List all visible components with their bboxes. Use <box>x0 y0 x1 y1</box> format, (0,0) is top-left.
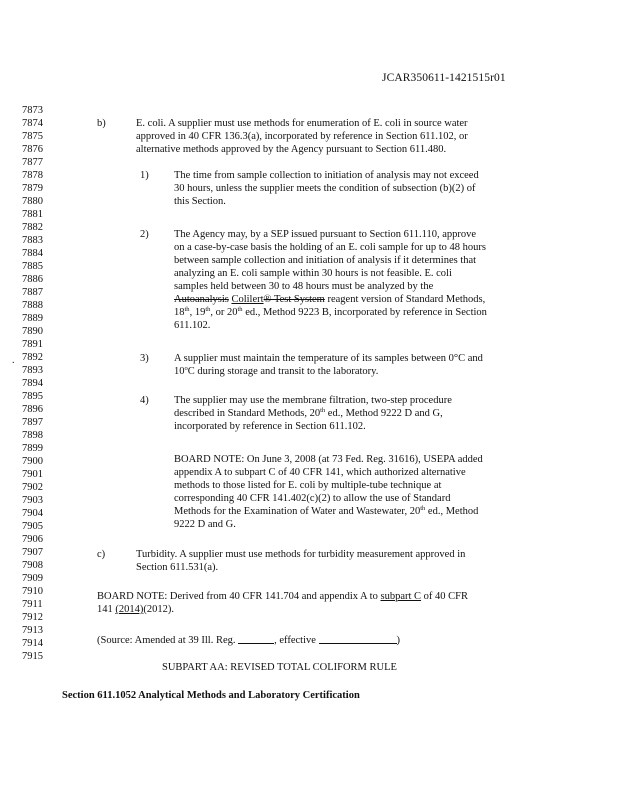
line-number: 7888 <box>22 300 43 311</box>
item-label-2: 2) <box>140 229 149 240</box>
board-note-line: BOARD NOTE: Derived from 40 CFR 141.704 and appendix A to subpart C of 40 CFR <box>97 591 468 602</box>
text-line: The Agency may, by a SEP issued pursuant to Section 611.110, approve <box>174 229 477 240</box>
text-line: described in Standard Methods, 20th ed., Method 9222 D and G, <box>174 407 443 419</box>
line-number: 7893 <box>22 365 43 376</box>
line-number: 7909 <box>22 573 43 584</box>
margin-mark: . <box>12 355 15 366</box>
board-note-line: 141 (2014)(2012). <box>97 604 174 615</box>
line-number: 7915 <box>22 651 43 662</box>
line-number: 7914 <box>22 638 43 649</box>
struck-text: Autoanalysis <box>174 294 229 305</box>
line-number: 7894 <box>22 378 43 389</box>
line-number: 7891 <box>22 339 43 350</box>
line-number: 7881 <box>22 209 43 220</box>
line-number: 7905 <box>22 521 43 532</box>
text-line: on a case-by-case basis the holding of an E. coli sample for up to 48 hours <box>174 242 487 253</box>
line-number: 7886 <box>22 274 43 285</box>
section-heading: Section 611.1052 Analytical Methods and Laboratory Certification <box>62 690 360 701</box>
line-number: 7877 <box>22 157 43 168</box>
line-number: 7895 <box>22 391 43 402</box>
text-line: E. coli. A supplier must use methods for enumeration of E. coli in source water <box>136 118 468 129</box>
board-note-line: 9222 D and G. <box>174 519 236 530</box>
blank-field <box>238 634 274 644</box>
board-note-line: methods to those listed for E. coli by multiple-tube technique at <box>174 480 442 491</box>
line-number: 7911 <box>22 599 43 610</box>
board-note-line: Methods for the Examination of Water and Wastewater, 20th ed., Method <box>174 505 479 517</box>
text-line: Turbidity. A supplier must use methods for turbidity measurement approved in <box>136 549 466 560</box>
line-number: 7899 <box>22 443 43 454</box>
text-line: Autoanalysis Colilert® Test System reagent version of Standard Methods, <box>174 294 486 305</box>
line-number: 7902 <box>22 482 43 493</box>
line-number: 7897 <box>22 417 43 428</box>
line-number: 7904 <box>22 508 43 519</box>
line-number: 7879 <box>22 183 43 194</box>
board-note-line: corresponding 40 CFR 141.402(c)(2) to allow the use of Standard <box>174 493 451 504</box>
text-line: between sample collection and initiation of analysis if it determines that <box>174 255 477 266</box>
item-label-4: 4) <box>140 395 149 406</box>
struck-text: ® Test System <box>263 294 325 305</box>
subsection-label-c: c) <box>97 549 106 560</box>
text-line: samples held between 30 to 48 hours must be analyzed by the <box>174 281 434 292</box>
document-id: JCAR350611-1421515r01 <box>382 72 506 84</box>
line-number: 7889 <box>22 313 43 324</box>
text-line: incorporated by reference in Section 611.102. <box>174 421 366 432</box>
text-line: 611.102. <box>174 320 211 331</box>
text-line: The supplier may use the membrane filtration, two-step procedure <box>174 395 452 406</box>
inserted-text: Colilert <box>231 294 264 305</box>
blank-field <box>319 634 397 644</box>
line-number: 7910 <box>22 586 43 597</box>
line-number: 7898 <box>22 430 43 441</box>
line-number: 7874 <box>22 118 43 129</box>
text-line: approved in 40 CFR 136.3(a), incorporated by reference in Section 611.102, or <box>136 131 468 142</box>
item-label-3: 3) <box>140 353 149 364</box>
source-note: (Source: Amended at 39 Ill. Reg. , effective ) <box>97 635 401 646</box>
board-note-line: BOARD NOTE: On June 3, 2008 (at 73 Fed. Reg. 31616), USEPA added <box>174 454 483 465</box>
line-number: 7876 <box>22 144 43 155</box>
subsection-label-b: b) <box>97 118 106 129</box>
line-number: 7878 <box>22 170 43 181</box>
line-number: 7908 <box>22 560 43 571</box>
line-number: 7896 <box>22 404 43 415</box>
line-number: 7901 <box>22 469 43 480</box>
text-line: The time from sample collection to initiation of analysis may not exceed <box>174 170 479 181</box>
line-number: 7892 <box>22 352 43 363</box>
line-number: 7883 <box>22 235 43 246</box>
line-number: 7890 <box>22 326 43 337</box>
line-number: 7900 <box>22 456 43 467</box>
line-number: 7903 <box>22 495 43 506</box>
text-line: 18th, 19th, or 20th ed., Method 9223 B, incorporated by reference in Section <box>174 306 487 318</box>
text-line: A supplier must maintain the temperature of its samples between 0°C and <box>174 353 483 364</box>
text-line: analyzing an E. coli sample within 30 hours is not feasible. E. coli <box>174 268 452 279</box>
text-line: alternative methods approved by the Agency pursuant to Section 611.480. <box>136 144 447 155</box>
board-note-line: appendix A to subpart C of 40 CFR 141, which authorized alternative <box>174 467 466 478</box>
subpart-title: SUBPART AA: REVISED TOTAL COLIFORM RULE <box>162 662 397 673</box>
line-number: 7912 <box>22 612 43 623</box>
line-number: 7875 <box>22 131 43 142</box>
text-line: Section 611.531(a). <box>136 562 219 573</box>
line-number: 7906 <box>22 534 43 545</box>
line-number: 7880 <box>22 196 43 207</box>
line-number: 7885 <box>22 261 43 272</box>
text-line: 30 hours, unless the supplier meets the condition of subsection (b)(2) of <box>174 183 476 194</box>
line-number: 7913 <box>22 625 43 636</box>
line-number: 7887 <box>22 287 43 298</box>
text-line: this Section. <box>174 196 226 207</box>
item-label-1: 1) <box>140 170 149 181</box>
line-number: 7882 <box>22 222 43 233</box>
line-number: 7873 <box>22 105 43 116</box>
text-line: 10$^o$C during storage and transit to the laboratory. <box>174 365 379 377</box>
line-number: 7884 <box>22 248 43 259</box>
line-number: 7907 <box>22 547 43 558</box>
